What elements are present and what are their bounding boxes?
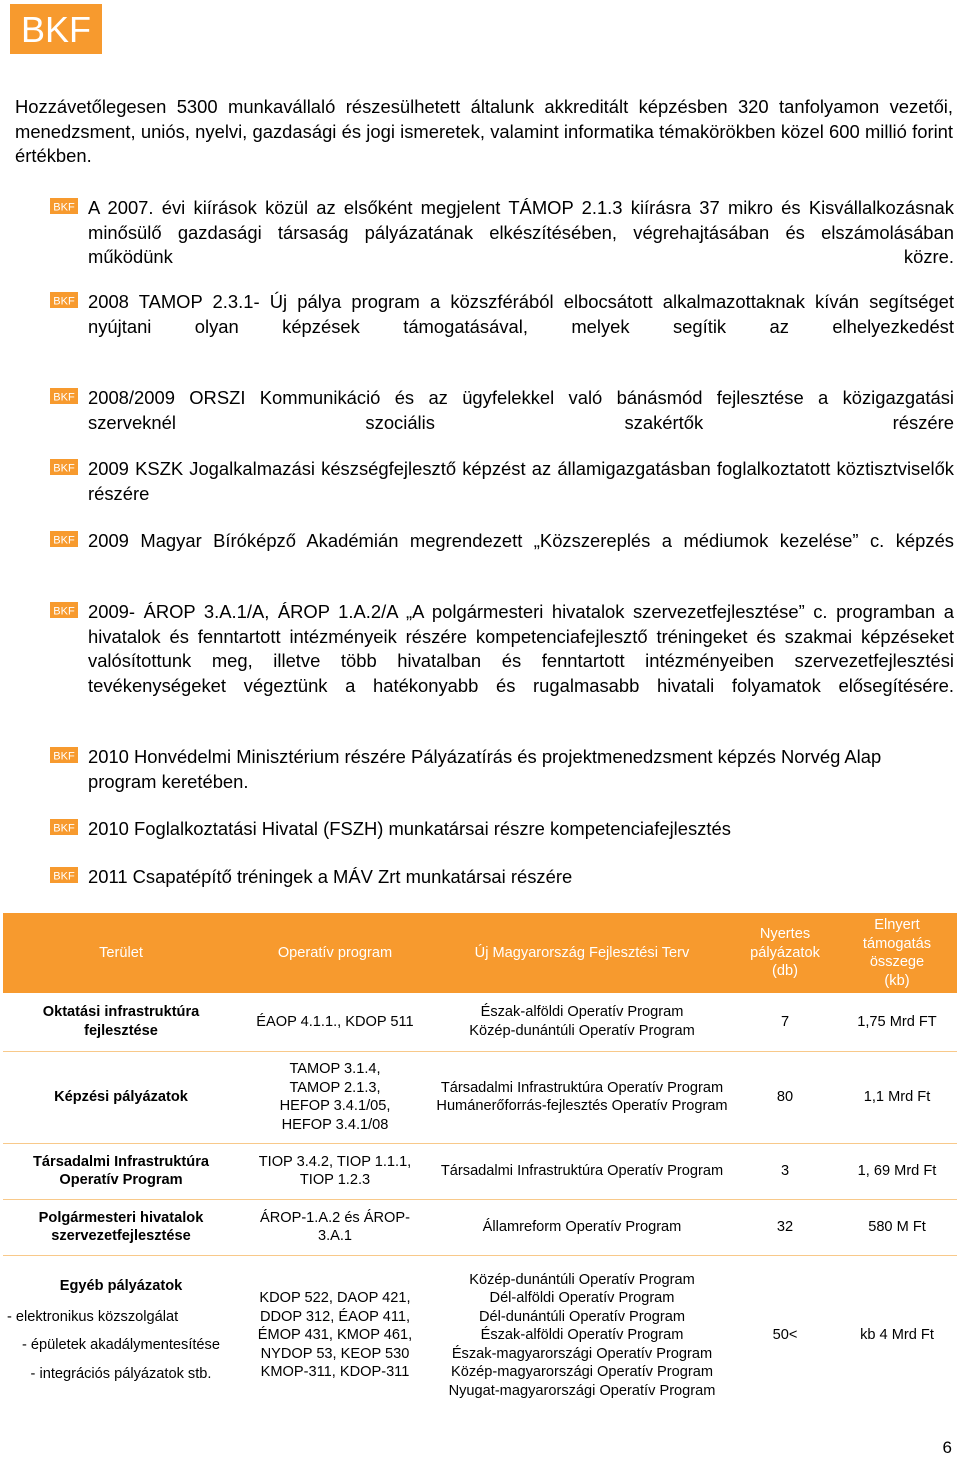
- bkf-bullet-icon: [50, 747, 78, 763]
- cell-osszeg: kb 4 Mrd Ft: [860, 1327, 934, 1343]
- cell-operativ: TIOP 3.4.2, TIOP 1.1.1, TIOP 1.2.3: [239, 1143, 431, 1199]
- bkf-bullet-icon: [50, 819, 78, 835]
- bullet-text: 2009- ÁROP 3.A.1/A, ÁROP 1.A.2/A „A polgármesteri hivatalok szervezetfejlesztése” c. programban a hivatalok és fenntartott intézményeik részére kompetenciafejlesztő tréningeket és szakmai képzéseket valósítottunk meg, illetve több hivatalban és fenntartott intézményeiben szervezetfejlesztési tevékenységeket végeztünk a hatékonyabb és rugalmasabb hivatali folyamatok elősegítésére.: [88, 601, 954, 696]
- header-nyertes-line: pályázatok: [750, 944, 820, 961]
- header-terulet: Terület: [3, 913, 239, 993]
- bullet-text: 2008 TAMOP 2.3.1- Új pálya program a közszférából elbocsátott alkalmazottaknak kíván segítséget nyújtani olyan képzések támogatásával, melyek segítik az elhelyezkedést: [88, 291, 954, 337]
- bullet-item: [50, 457, 954, 531]
- umft-line: Észak-magyarországi Operatív Program: [451, 1345, 713, 1362]
- bkf-bullet-icon: [50, 459, 78, 475]
- bkf-bullet-icon: [50, 531, 78, 547]
- umft-line: Közép-magyarországi Operatív Program: [451, 1364, 713, 1380]
- cell-osszeg: 1,1 Mrd Ft: [837, 1051, 957, 1143]
- umft-line: Nyugat-magyarországi Operatív Program: [448, 1382, 716, 1399]
- table-row: [3, 1199, 957, 1255]
- umft-line: Államreform Operatív Program: [482, 1218, 682, 1235]
- cell-osszeg: 1,75 Mrd FT: [837, 993, 957, 1051]
- bullet-item: [50, 600, 954, 723]
- header-umft: Új Magyarország Fejlesztési Terv: [431, 913, 733, 993]
- umft-line: Közép-dunántúli Operatív Program: [469, 1271, 695, 1288]
- bullet-text: 2010 Foglalkoztatási Hivatal (FSZH) munkatársai részre kompetenciafejlesztés: [88, 818, 731, 839]
- cell-umft: [431, 1199, 733, 1255]
- svg-text:BKF: BKF: [53, 870, 75, 883]
- cell-operativ: KDOP 522, DAOP 421, DDOP 312, ÉAOP 411, ÉMOP 431, KMOP 461, NYDOP 53, KEOP 530 KMOP-311, KDOP-311: [257, 1290, 413, 1380]
- cell-terulet: Polgármesteri hivatalok szervezetfejlesztése: [3, 1199, 239, 1255]
- umft-line: Dél-alföldi Operatív Program: [489, 1290, 675, 1306]
- cell-operativ: [239, 1051, 431, 1143]
- umft-line: Humánerőforrás-fejlesztés Operatív Program: [436, 1098, 728, 1114]
- table-row: [3, 1255, 957, 1415]
- svg-text:BKF: BKF: [53, 605, 75, 618]
- cell-operativ: ÁROP-1.A.2 és ÁROP-3.A.1: [239, 1199, 431, 1255]
- bullet-text: 2010 Honvédelmi Minisztérium részére Pályázatírás és projektmenedzsment képzés Norvég Alap program keretében.: [88, 746, 882, 792]
- svg-text:BKF: BKF: [53, 462, 75, 475]
- svg-text:BKF: BKF: [53, 391, 75, 404]
- table-header-row: [3, 913, 957, 993]
- page-number: 6: [942, 1438, 952, 1457]
- cell-osszeg: 1, 69 Mrd Ft: [837, 1143, 957, 1199]
- egyeb-item: - elektronikus közszolgálat: [7, 1308, 179, 1325]
- bkf-bullet-icon: [50, 602, 78, 618]
- umft-line: Közép-dunántúli Operatív Program: [469, 1022, 695, 1039]
- table-row: [3, 1051, 957, 1143]
- svg-text:BKF: BKF: [53, 750, 75, 763]
- svg-text:BKF: BKF: [53, 534, 75, 547]
- cell-terulet: Képzési pályázatok: [3, 1051, 239, 1143]
- grants-table: [3, 913, 957, 1415]
- cell-nyertes: 50<: [772, 1327, 798, 1343]
- cell-osszeg: 580 M Ft: [837, 1199, 957, 1255]
- header-operativ: Operatív program: [239, 913, 431, 993]
- cell-umft: [431, 1255, 733, 1415]
- svg-text:BKF: BKF: [53, 295, 75, 308]
- cell-nyertes: 80: [733, 1051, 837, 1143]
- table-row: [3, 1143, 957, 1199]
- logo-text: BKF: [20, 9, 92, 50]
- table-row: [3, 993, 957, 1051]
- bullet-item: [50, 817, 954, 842]
- operativ-line: HEFOP 3.4.1/08: [281, 1116, 389, 1133]
- cell-umft: [431, 993, 733, 1051]
- cell-nyertes: 7: [733, 993, 837, 1051]
- cell-nyertes: 32: [733, 1199, 837, 1255]
- bullet-text: A 2007. évi kiírások közül az elsőként megjelent TÁMOP 2.1.3 kiírásra 37 mikro és Kisvállalkozásnak minősülő gazdasági társaság pályázatának elkészítésében, végrehajtásában és elszámolásában működünk közre.: [88, 197, 954, 267]
- operativ-line: HEFOP 3.4.1/05,: [279, 1098, 391, 1114]
- egyeb-item: - integrációs pályázatok stb.: [30, 1365, 212, 1382]
- umft-line: Észak-alföldi Operatív Program: [480, 1327, 684, 1343]
- header-nyertes: [733, 913, 837, 993]
- bullet-text: 2009 KSZK Jogalkalmazási készségfejlesztő képzést az államigazgatásban foglalkoztatott köztisztviselők részére: [88, 458, 954, 504]
- cell-terulet: Társadalmi Infrastruktúra Operatív Program: [3, 1143, 239, 1199]
- cell-operativ: ÉAOP 4.1.1., KDOP 511: [239, 993, 431, 1051]
- cell-nyertes: 3: [733, 1143, 837, 1199]
- header-elnyert-line: (kb): [884, 972, 910, 989]
- header-elnyert-line: támogatás: [862, 935, 932, 952]
- header-nyertes-line: (db): [772, 963, 798, 980]
- bullet-item: [50, 745, 954, 794]
- bkf-bullet-icon: [50, 292, 78, 308]
- umft-line: Észak-alföldi Operatív Program: [480, 1004, 684, 1021]
- egyeb-title: Egyéb pályázatok: [59, 1278, 183, 1295]
- bullet-text: 2011 Csapatépítő tréningek a MÁV Zrt munkatársai részére: [88, 866, 573, 887]
- cell-umft: [431, 1143, 733, 1199]
- header-nyertes-line: Nyertes: [759, 926, 811, 943]
- intro-paragraph: Hozzávetőlegesen 5300 munkavállaló részesülhetett általunk akkreditált képzésben 320 tanfolyamon vezetői, menedzsment, uniós, nyelvi, gazdasági és jogi ismeretek, valamint informatika témakörökben közel 600 millió forint értékben.: [15, 96, 953, 166]
- bkf-logo: [10, 4, 102, 54]
- svg-text:BKF: BKF: [53, 201, 75, 214]
- bullet-text: 2008/2009 ORSZI Kommunikáció és az ügyfelekkel való bánásmód fejlesztése a közigazgatási szerveknél szociális szakértők részére: [88, 387, 954, 433]
- bullet-item: [50, 196, 954, 294]
- bkf-bullet-icon: [50, 388, 78, 404]
- bullet-item: [50, 529, 954, 578]
- svg-text:BKF: BKF: [53, 822, 75, 835]
- umft-line: Társadalmi Infrastruktúra Operatív Program: [440, 1079, 724, 1096]
- bkf-bullet-icon: [50, 198, 78, 214]
- cell-umft: [431, 1051, 733, 1143]
- operativ-line: TAMOP 2.1.3,: [289, 1079, 381, 1096]
- bullet-item: [50, 865, 954, 890]
- bullet-item: [50, 386, 954, 460]
- header-elnyert-line: Elnyert: [874, 917, 920, 933]
- egyeb-item: - épületek akadálymentesítése: [22, 1337, 220, 1354]
- cell-terulet-egyeb: [3, 1255, 239, 1415]
- header-elnyert: [837, 913, 957, 993]
- bkf-bullet-icon: [50, 867, 78, 883]
- bullet-item: [50, 290, 954, 364]
- umft-line: Dél-dunántúli Operatív Program: [478, 1308, 686, 1325]
- bullet-text: 2009 Magyar Bíróképző Akadémián megrendezett „Közszereplés a médiumok kezelése” c. képzés: [88, 530, 954, 551]
- umft-line: Társadalmi Infrastruktúra Operatív Program: [440, 1162, 724, 1179]
- header-elnyert-line: összege: [869, 954, 925, 970]
- cell-terulet: Oktatási infrastruktúra fejlesztése: [3, 993, 239, 1051]
- operativ-line: TAMOP 3.1.4,: [289, 1061, 381, 1077]
